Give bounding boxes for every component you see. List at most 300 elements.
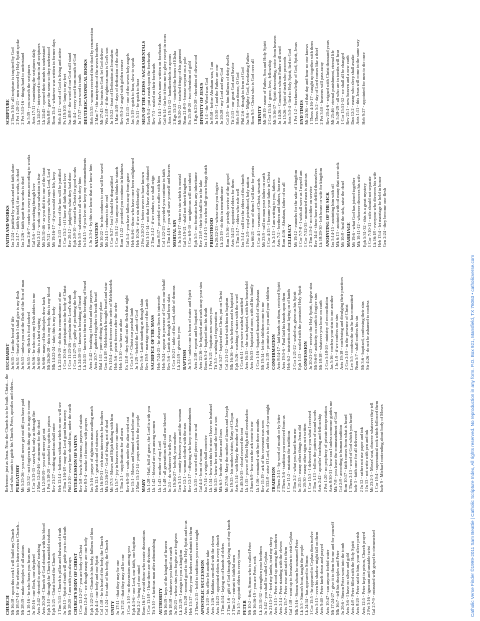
verse-line: Mt 3:6 - baptized, confessing their sins <box>359 301 365 370</box>
verse-line: Eph 4:4 - one body and one Spirit <box>93 555 99 615</box>
verse-line: Rom 15:4 - whatever was written in former days <box>51 39 57 125</box>
column-1 <box>4 496 466 615</box>
verse-line: Mt 9:6-8 - authority on earth to forgive sins <box>313 293 319 370</box>
verse-line: Heb 9:27 - appointed for men to die once <box>360 52 366 125</box>
verse-line: Mk 7:8 - you leave the commandment of God <box>332 411 338 493</box>
verse-line: Gal 4:4 - born of woman <box>197 448 203 493</box>
verse-line: 2 Thess 3:6 - tradition you received from us <box>281 415 287 493</box>
verse-line: Rev 7:3 - sealed on their foreheads <box>151 63 157 125</box>
verse-line: Rom 6:3-4 - baptized into his death <box>202 307 208 370</box>
verse-line: Mt 27:43 - he trusts in God; let God deliver <box>98 48 104 125</box>
verse-line: 1 Thess 4:16-17 - caught up together with them <box>309 41 315 125</box>
verse-line: 1 Cor 6:11 - you were washed, sanctified <box>239 297 245 370</box>
verse-line: Ezek 9:4 - put a mark upon the foreheads <box>146 52 152 125</box>
verse-line: Mt 27:56 - Mary the mother of James and Joseph <box>223 405 229 493</box>
verse-line: Heb 1:8 - your throne, O God <box>234 72 240 125</box>
verse-line: 2 Cor 2:10 - in the presence of Christ <box>344 304 350 370</box>
verse-line: Tit 1:5 - appoint elders in every town <box>235 549 241 615</box>
verse-line: Ex 25:18-20 - two cherubim of gold <box>187 61 193 125</box>
verse-line: Jn 17:21 - that they may all be one <box>120 554 126 615</box>
verse-line: Heb 6:4-6 - those who have once been enlightened <box>129 158 135 248</box>
verse-line: Heb 4:12 - word of God is living and active <box>56 47 62 125</box>
verse-line: Mk 6:3 - brother of James and Joses <box>218 428 224 493</box>
verse-line: Isa 40:8 - the word of our God will stand <box>66 52 72 125</box>
verse-line: Heb 10:26 - if we sin deliberately <box>134 188 140 248</box>
verse-line: Rev 12:17 - offspring who keep commandments <box>187 407 193 493</box>
verse-line: Mt 10:8 - heal the sick, raise the dead <box>340 181 345 248</box>
verse-line: Jn 6:53 - unless you eat the flesh of the Son of man <box>20 279 26 370</box>
verse-line: 2 Pet 3:10 - heavens will pass away <box>319 62 325 125</box>
footer-copyright: Catholic Verse Finder ©1999-2011 Sam Beattie | Catholic Scripture Index, All rights reserved. No reproduction in any form. P.O. Box 921, Mansfield, TX 76063 • catholicverse.com <box>470 254 475 617</box>
verse-line: Mt 19:14 - let the children come to me <box>259 302 265 370</box>
verse-line: Phil 3:11-14 - not that I have already obtained <box>145 166 151 248</box>
verse-line: Acts 10:47 - can anyone forbid water <box>324 549 330 615</box>
verse-line: Acts 2:42 - devoted to apostles' teaching <box>35 543 41 615</box>
verse-line: 2 Kgs 13:21 - touched the bones of Elisha <box>172 50 177 125</box>
verse-line: Mt 5:25-26 - you will never get out till you have paid <box>20 398 26 493</box>
verse-line: Jn 6:66 - many of his disciples drew back <box>41 296 47 370</box>
section-heading: CHURCH <box>5 595 10 615</box>
verse-line: Lk 1:43 - mother of my Lord <box>156 441 162 493</box>
verse-line: Tob 12:15 - one of the seven holy angels <box>124 53 130 125</box>
section-heading: EUCHARIST <box>5 343 10 370</box>
verse-line: Acts 4:8 - Peter filled with the Holy Spirit <box>350 541 356 615</box>
verse-line: Jn 14:15 - if you love me keep my commandments <box>82 158 88 248</box>
verse-line: Lk 22:19 - do this in remembrance <box>219 186 225 248</box>
verse-line: 1 Jn 1:9 - if we confess our sins <box>333 314 339 370</box>
verse-line: Acts 5:3-4 - lied to Holy Spirit, lied to God <box>287 48 293 125</box>
verse-line: Jn 10:16 - one flock, one shepherd <box>30 554 36 615</box>
verse-line: Wis 2:18 - if the righteous man is God's son <box>103 47 109 125</box>
verse-line: Acts 14:23 - appointed elders for them <box>229 179 235 248</box>
verse-line: Mt 9:20-22 - touched fringe of his garment <box>177 49 183 125</box>
verse-line: 1 Cor 4:15 - I became your father in Christ <box>265 171 271 248</box>
verse-line: Lk 1:35 - power of Most High will overshadow <box>244 408 250 493</box>
verse-line: Heb 12:14 - holiness without which no one will see <box>56 402 62 493</box>
verse-line: Jn 17:17 - your word is truth <box>77 74 83 125</box>
verse-line: Acts 2:14 - Peter standing with the eleven <box>278 541 284 615</box>
verse-line: 1 Cor 11:2 - maintain the traditions <box>286 430 292 493</box>
verse-line: Acts 5:15 - even his shadow might fall on them <box>314 531 320 615</box>
verse-line: Lk 1:34 - how can this be since I have no husband <box>208 404 214 493</box>
verse-line: Gal 1:18 - went up to Jerusalem to visit Cephas <box>288 531 294 615</box>
verse-line: 1 Cor 11:23-26 - proclaim the Lord's death <box>66 294 72 370</box>
verse-line: Lk 24:27 - interpreted to them in all scriptures <box>35 43 41 125</box>
verse-line: Jas 5:14-15 - anointing him with oil <box>329 184 335 248</box>
verse-line: Jn 1:1 - the Word was God <box>203 77 209 125</box>
verse-line: Jn 1:29 - behold the Lamb of God <box>133 310 139 370</box>
verse-line: Mt 18:18 - whatever you bind on earth <box>167 547 173 615</box>
verse-line: Heb 9:24 - appear in presence of God on our behalf <box>160 279 166 370</box>
verse-line: Mt 24:36 - of that day and hour no one knows <box>303 43 309 125</box>
verse-line: Tit 3:5 - washing of regeneration <box>213 312 219 370</box>
section-heading: TRADITION <box>270 467 276 493</box>
section-heading: CHURCH'S BODY OF CHRIST <box>73 553 79 615</box>
verse-line: Jude 3 - faith once for all delivered <box>353 430 359 493</box>
column-4 <box>4 129 466 248</box>
verse-line: 2 Pet 2:20-21 - better never to have known <box>140 172 146 248</box>
verse-line: 1 Cor 6:9-10 - unrighteous will not inherit <box>187 173 193 248</box>
section-heading: MARRIAGE <box>346 222 352 248</box>
verse-line: Jn 16:13 - Spirit of truth will guide you to all truth <box>61 526 67 615</box>
verse-line: 1 Tim 5:17 - elders who rule well <box>234 188 240 248</box>
verse-line: Jn 5:28-29 - all who are in tombs will hear <box>334 49 340 125</box>
verse-line: Mk 10:11-12 - whoever divorces his wife <box>356 174 362 248</box>
section-heading: END TIMES <box>298 100 304 125</box>
column-5 <box>4 6 466 125</box>
verse-line: Jn 17:11 - that they may be one <box>115 559 121 615</box>
verse-line: Acts 1:26 - Matthias enrolled with the eleven <box>210 535 216 615</box>
section-heading: APOSTOLIC SUCCESSION <box>199 560 205 615</box>
verse-line: Num 5:7 - shall confess his sin <box>354 315 360 370</box>
verse-line: Ps 110:4 - priest forever after order of Melchizedek <box>108 279 114 370</box>
verse-line: Jn 20:21-23 - receive the Holy Spirit, forgive sins <box>308 282 314 370</box>
verse-line: Mt 12:32 - not forgiven in this age or in age to come <box>25 400 31 493</box>
verse-line: 1 Pet 3:18-20 - preached to spirits in prison <box>46 416 52 493</box>
verse-line: Acts 14:23 - appointed elders in every church <box>215 534 221 615</box>
verse-line: Acts 9:40 - Peter knelt down and prayed <box>319 544 325 615</box>
verse-line: Mt 17:24-27 - give it to them for me and for yourself <box>329 521 335 615</box>
verse-line: Acts 20:28 - Church of God obtained with his blood <box>41 523 47 615</box>
verse-line: Heb 12:1 - great cloud of witnesses <box>93 430 99 493</box>
verse-line: Sir 5:11 - be quick to hear <box>134 78 140 125</box>
verse-line: Rom 2:6-7 - render to every man according to works <box>25 154 31 248</box>
verse-line: Acts 8:30-31 - how can I unless someone guides me <box>327 400 333 493</box>
verse-line: Gal 5:6 - faith working through love <box>30 183 36 248</box>
verse-line: Heb 7:24-25 - he always lives to intercede <box>155 295 161 370</box>
verse-line: 1 Jn 5:16-17 - there is sin which is mortal <box>177 174 183 248</box>
verse-line: 1 Tim 4:14 - laying on of hands of elders <box>220 543 226 615</box>
verse-line: Jas 1:19 - quick to hear, slow to speak <box>129 57 135 125</box>
verse-line: 1 Tim 2:1 - supplications for all men <box>119 428 125 493</box>
verse-line: Acts 1:20 - his office let another take <box>204 549 210 615</box>
verse-line: Mt 25:31-46 - as you did it to one of the least <box>41 167 47 248</box>
verse-line: Mt 23:2-3 - Moses' seat, observe whatever they tell <box>368 402 374 493</box>
verse-line: Jer 15:1 - Moses and Samuel stood before me <box>129 412 135 493</box>
verse-line: Acts 8:20 - Peter said to him, your silver perish <box>355 531 361 615</box>
verse-line: Mk 3:16 - Simon whom he surnamed Peter <box>293 539 299 615</box>
verse-line: Mt 16:19 - keys of the kingdom of heaven <box>162 540 168 615</box>
verse-line: Lk 1:48 - all generations will call me blessed <box>161 413 167 493</box>
verse-line: Gen 2:24 - they become one flesh <box>382 187 388 248</box>
verse-line: 1 Cor 10:16 - participation in the body of Christ <box>61 285 67 370</box>
section-heading: FAITH AND WORKS <box>5 205 10 248</box>
verse-line: Jn 6:55 - my flesh is food indeed <box>25 312 31 370</box>
verse-line: Eph 5:26 - washing of water with the word <box>233 294 239 370</box>
verse-line: Lk 1:28 - Hail, full of grace, the Lord is with you <box>146 405 152 493</box>
verse-line: Jn 21:15-17 - feed my lambs, tend my sheep <box>267 537 273 615</box>
verse-line: Jas 5:16 - confess your sins to one another <box>328 295 334 370</box>
verse-line: 2 Thess 2:15 - hold to traditions you were taught <box>193 529 199 615</box>
section-heading: PURGATORY <box>15 464 21 493</box>
verse-line: 1 Mac 4:59 - days of dedication of the altar <box>114 48 120 125</box>
verse-line: Lk 24:35 - known to them in the breaking of bread <box>82 280 88 370</box>
verse-line: Lk 2:35 - a sword will pierce your soul <box>192 423 198 493</box>
section-heading: PETER <box>242 600 248 615</box>
verse-line: Acts 2:42 - apostles' teaching and fellowship <box>317 413 323 493</box>
verse-line: Acts 12:5 - Peter kept in prison, Church prayed <box>360 531 366 615</box>
verse-line: Rom 2:13 - doers of the law will be justified <box>56 169 62 248</box>
verse-line: Jas 2:26 - faith apart from works is dead <box>20 176 26 248</box>
verse-line: 1 Cor 7:7-8 - I wish all were as I myself am <box>297 170 303 248</box>
verse-line: Eph 2:8-10 - created in Christ for good works <box>72 166 78 248</box>
verse-line: 1 Jn 2:3-4 - by this we know that we know him <box>87 164 93 248</box>
verse-line: Rom 4:16 - Abraham, father of us all <box>281 182 287 248</box>
verse-line: Jn 15:26 - Spirit of truth who proceeds <box>282 56 288 125</box>
verse-line: Lk 18:29-30 - left house or wife for kingdom <box>318 167 324 248</box>
verse-line: Jn 19:26-27 - behold, your mother <box>172 432 177 493</box>
verse-line: Lk 24:45 - opened their minds to understand <box>41 46 47 125</box>
verse-line: 2 Pet 3:16 - ignorant and unstable twist <box>365 546 371 615</box>
section-heading: BAPTISM <box>182 349 188 370</box>
verse-line: Heb 13:4 - let marriage be held in honor <box>377 176 383 248</box>
verse-line: Acts 17:11 - examining the scriptures daily <box>30 48 36 125</box>
verse-line: 2 Mac 12:42-46 - atonement for the dead <box>35 420 41 493</box>
verse-line: Eph 3:10 - through the Church manifold wisdom <box>46 529 52 615</box>
verse-line: Lk 5:3 - Simon's boat, taught the people <box>298 544 304 615</box>
verse-line: 1 Cor 10:21 - table of the Lord, table of demons <box>171 285 176 370</box>
verse-line: Jn 6:35 - I am the bread of life <box>10 316 16 370</box>
verse-line: 1 Kgs 6:23-28 - cherubim of olivewood <box>192 54 198 125</box>
verse-line: Lk 1:42 - blessed are you among women <box>151 420 157 493</box>
verse-line: Eph 5:5 - no fornicator has any inheritance <box>192 171 198 248</box>
verse-line: 1 Pet 1:2 - foreknowledge of God, Spirit, Jesus <box>292 42 298 125</box>
verse-line: 1 Pet 2:9 - royal priesthood, holy nation <box>245 177 251 248</box>
verse-line: Col 1:18 - he is head of the body, the Church <box>98 536 104 615</box>
section-heading: SIGN OF THE CROSS / SACRAMENTALS <box>141 40 147 125</box>
verse-line: Ps 132:8 - arise O Lord, and the ark of your might <box>264 404 270 493</box>
verse-line: 2 Tim 2:2 - entrust to faithful men <box>230 555 236 615</box>
verse-line: Mt 28:19 - name of Father, Son and Holy Spirit <box>261 41 267 125</box>
verse-line: Acts 22:16 - be baptized and wash away your sins <box>197 281 203 370</box>
verse-line: Phil 2:6 - though in form of God <box>240 67 246 125</box>
verse-line: 2 Mac 15:12-14 - prays much for the people <box>134 414 140 493</box>
verse-columns <box>4 6 466 615</box>
verse-line: Heb 6:2 - instruction about laying on of hands <box>286 288 292 370</box>
section-heading: CELIBACY <box>287 224 293 248</box>
verse-line: Heb 13:10 - we have an altar <box>118 319 124 370</box>
verse-line: Eph 1:22-23 - Church is his body, fullness of him <box>88 528 94 615</box>
verse-line: Acts 3:6 - I have no silver and gold <box>345 553 351 615</box>
verse-line: 2 Tim 3:16 - all scripture is inspired by God <box>10 47 16 125</box>
verse-line: 1 Tim 4:16 - you will save yourself and hearers <box>165 164 171 248</box>
verse-line: 2 Cor 5:18-20 - ministry of reconciliation <box>323 296 329 370</box>
verse-line: Col 2:11-12 - buried with him in baptism <box>223 297 229 370</box>
verse-line: Lk 16:18 - everyone who divorces his wife <box>371 171 377 248</box>
section-heading: MARY <box>141 478 147 493</box>
verse-line: 2 Tim 2:3-4 - no soldier on service <box>308 186 314 248</box>
verse-line: Lk 22:19 - given for you <box>176 326 182 370</box>
verse-line: Mk 16:16 - he who believes and is baptized <box>228 293 234 370</box>
section-heading: SALVATION <box>93 222 99 248</box>
verse-line: Jas 2:24 - justified by works and not faith alone <box>10 163 16 248</box>
verse-line: Ps 119:105 - lamp to my feet <box>61 73 67 125</box>
verse-line: Jn 2:5 - do whatever he tells you <box>166 435 172 493</box>
verse-line: Sir 4:26 - do not be ashamed to confess <box>364 300 370 370</box>
verse-line: 1 Cor 7:32-35 - unmarried man is anxious <box>302 173 308 248</box>
verse-line: Mt 7:21 - not everyone who says Lord, Lord <box>46 169 52 248</box>
verse-line: 2 Tim 1:16-18 - may the Lord grant him mercy <box>61 409 67 493</box>
verse-line: Tit 2:13 - our great God and Savior <box>229 62 235 125</box>
verse-line: Rev 6:9-10 - souls under the altar cried out <box>124 417 130 493</box>
verse-line: Heb 5:9 - salvation to all who obey him <box>77 177 83 248</box>
verse-line: Jn 5:39 - you search the scriptures <box>25 64 31 125</box>
verse-line: Mt 25:46 - eternal punishment, eternal life <box>329 50 335 125</box>
verse-line: Rev 5:6 - Lamb standing as though slain <box>139 298 145 370</box>
verse-line: Gen 3:15 - enmity between you and the woman <box>177 409 183 493</box>
verse-line: 1 Cor 11:18 - I hear there are divisions <box>146 547 152 615</box>
verse-line: Mk 6:13 - anointed with oil many that were sick <box>334 162 340 248</box>
verse-line: Rom 16:17 - avoid those who create dissensions <box>141 530 147 615</box>
verse-line: Jn 6:56 - he who eats my flesh abides in me <box>30 292 36 370</box>
verse-line: Rev 14:4 - these have not defiled themselves <box>313 168 319 248</box>
verse-line: Acts 15:7 - Peter rose and said to them <box>283 546 289 615</box>
verse-line: 2 Tim 1:6 - gift of God through laying on of my hands <box>225 519 231 615</box>
verse-line: Mk 12:26-27 - God of living, not of dead <box>103 420 109 493</box>
verse-line: Acts 1:15 - Peter stood up among the brethren <box>272 534 278 615</box>
verse-line: Mt 4:4 - every word from mouth of God <box>72 53 78 125</box>
verse-line: Rom 10:17 - faith comes from what is heard <box>343 414 349 493</box>
verse-line: Acts 1:14 - with Mary the mother of Jesus <box>233 418 239 493</box>
verse-line: Jn 21:25 - many other things Jesus did <box>296 424 302 493</box>
section-heading: UNITY <box>110 600 116 615</box>
verse-line: Mt 18:18 - whatever you loose on earth <box>318 300 324 370</box>
verse-line: Rev 21:27 - nothing unclean shall enter <box>51 423 57 493</box>
verse-line: Mt 23:9 - call no man your father on earth <box>260 173 266 248</box>
verse-line: Acts 7:2 - brethren and fathers, hear me <box>276 177 282 248</box>
verse-line: Rom 9:5 - Christ who is God over all <box>250 59 256 125</box>
section-heading: DIVINITY OF JESUS <box>198 82 204 125</box>
verse-line: 1 Thess 5:2 - day of Lord comes like a thief <box>314 47 320 125</box>
verse-line: 1 Cor 1:16 - baptized household of Stephanas <box>254 289 260 370</box>
verse-line: Gal 6:14 - far be it from me to glory except in cross <box>161 33 167 125</box>
verse-line: 1 Cor 12:12-27 - you are body of Christ <box>78 545 84 615</box>
verse-line: Jn 20:23 - whose sins you forgive are forgiven <box>173 533 178 615</box>
verse-line: Lk 24:30-31 - known in breaking of bread <box>77 295 83 370</box>
verse-line: Rev 11:19 - ark of his covenant was seen <box>259 420 265 493</box>
verse-line: Rev 14:1 - Father's name written on foreheads <box>156 43 162 125</box>
verse-line: 2 Mac 7 - the martyrdom of the seven brothers <box>93 42 99 125</box>
verse-line: Mt 10:2 - first, Simon who is called Peter <box>247 542 253 615</box>
verse-line: Acts 19:11-12 - handkerchiefs or aprons <box>166 53 172 125</box>
verse-line: Acts 19:18 - confessing and divulging their practices <box>339 277 344 370</box>
verse-line: Mt 26:26-28 - this is my body, this is my blood <box>46 287 52 370</box>
verse-line: Mt 19:16-17 - if you would enter life, keep <box>51 171 57 248</box>
section-heading: MORTAL SIN <box>172 219 177 248</box>
verse-line: Rom 15:16 - priestly service of the gospel <box>224 173 230 248</box>
verse-line: 1 Cor 1:10 - no dissensions among you <box>125 546 131 615</box>
verse-line: 1 Pet 3:21 - baptism now saves you <box>208 307 214 370</box>
verse-line: Acts 2:42 - breaking of bread and the prayers <box>87 290 93 370</box>
verse-line: Eph 5:31-32 - this is a great mystery <box>361 183 367 248</box>
verse-line: 1 Cor 3:13-15 - saved, but only as through fire <box>30 410 36 493</box>
verse-line: Jas 2:17 - faith by itself, if no works, is dead <box>15 169 21 248</box>
verse-line: Rom 12:4-5 - we though many are one body <box>83 537 89 615</box>
verse-line: Phil 2:10 - every knee should bow, under the earth <box>66 403 72 493</box>
verse-line: Rev 20:12 - judged by what they had done <box>66 172 72 248</box>
verse-line: Acts 2:39 - promise is to you and your children <box>264 286 270 370</box>
verse-line: 1 Cor 15:3 - I delivered to you what I received <box>307 410 313 493</box>
section-heading: CONFESSION <box>302 341 308 370</box>
verse-line: Eph 4:3-6 - one Lord, one faith, one baptism <box>130 536 136 615</box>
verse-line: Isa 7:14 - a virgin shall conceive <box>202 435 208 493</box>
verse-line: 1 Cor 5:7 - Christ our paschal lamb <box>128 307 134 370</box>
verse-line: Num 21:8-9 - bronze serpent on a pole <box>182 56 188 125</box>
verse-line: 1 Tim 3:15 - Church is pillar and bulwark of truth <box>56 527 62 615</box>
verse-line: Phil 2:2 - being of one mind <box>135 565 141 615</box>
verse-line: Acts 8:14-17 - laid hands on them, received Spirit <box>276 282 282 370</box>
verse-line: 2 Sam 6:9 - how can the ark come to me <box>249 421 255 493</box>
verse-line: Heb 13:17 - obey your leaders and submit to them <box>188 526 194 615</box>
verse-line: Rev 5:6 - Lamb as though it had been slain <box>165 294 171 370</box>
verse-line: 1 Cor 15:5 - he appeared to Cephas then twelve <box>309 531 315 615</box>
verse-line: 3 Jn 13 - not write with pen and ink <box>363 429 369 493</box>
verse-line: Col 2:8 - according to human tradition <box>338 424 343 493</box>
column-3 <box>4 251 466 370</box>
verse-line: Jude 9 - Michael contending about body of Moses <box>379 404 385 493</box>
verse-line: 2 Pet 1:20-21 - men moved by Holy Spirit spoke <box>15 39 21 125</box>
verse-line: Rev 21:1 - new heaven and a new earth <box>345 55 351 125</box>
verse-line: 2 Tim 1:13 - follow the pattern of sound words <box>312 410 318 493</box>
verse-line: Isa 66:21 - some of them I will take for priests <box>250 165 256 248</box>
section-heading: TRINITY <box>256 105 262 125</box>
verse-line: Rev 8:3-4 - angel with golden censer <box>119 59 125 125</box>
verse-line: Jn 20:22-23 - whose sins you forgive <box>214 182 220 248</box>
verse-line: Rev 21:8 - their lot shall be in the lake <box>197 179 203 248</box>
verse-line: Rev 8:3-4 - smoke of incense with prayers <box>83 417 89 493</box>
verse-line: Ex 40:34-35 - cloud covered the tent <box>239 428 245 493</box>
verse-line: Eph 5:25 - Christ loved the Church <box>51 553 57 615</box>
verse-line: Acts 16:33 - baptized at once, with all his family <box>249 284 255 370</box>
verse-line: 2 Thess 2:15 - by word of mouth or by letter <box>276 414 282 493</box>
verse-line: Lk 22:29 - I assign to you a kingdom <box>178 549 184 615</box>
verse-line: Col 2:9 - in him fullness of deity dwells <box>224 54 230 125</box>
verse-line: Lk 12:58-59 - you will never get out <box>41 428 47 493</box>
verse-line: Acts 2:38 - repent and be baptized <box>192 309 198 370</box>
verse-line: Mt 16:18 - upon this rock I will build my Church <box>10 528 16 615</box>
section-heading: SCRIPTURE <box>5 99 10 125</box>
verse-line: Mt 10:22 - he who endures to end will be saved <box>98 163 104 248</box>
verse-line: Acts 20:7 - gathered together to break bread <box>92 292 98 370</box>
verse-line: Acts 16:15 - she was baptized, with her household <box>244 281 250 370</box>
verse-line: 2 Pet 3:15-16 - things hard to understand <box>20 52 26 125</box>
verse-line: 2 Cor 1:21-22 - sealed us, given us his Spirit <box>291 291 297 370</box>
verse-line: Gal 2:7-9 - entrusted with gospel to circumcised <box>370 530 376 615</box>
verse-line: Mt 28:19 - make disciples of all nations <box>20 545 26 615</box>
section-heading: CONFIRMATION <box>270 334 276 370</box>
verse-line: Mt 16:16-19 - you are Peter, rock <box>252 556 258 615</box>
verse-line: Mt 24:13 - endures to the end <box>103 195 109 248</box>
verse-line: Mt 19:6 - what God has joined together <box>351 177 357 248</box>
paragraph: Reference: just as Jesus. Now the Church is to be built. Christ... the Lord who wants to guide his Church. Peter, apostles and elders... <box>4 373 15 493</box>
section-heading: PRIESTHOOD <box>209 217 215 248</box>
verse-line: Jn 19:25 - his mother's sister, Mary of Clopas <box>228 412 234 493</box>
verse-line: Jn 10:22 - feast of Dedication at Jerusalem <box>109 49 115 125</box>
verse-line: 1 Cor 4:1 - servants of Christ, stewards <box>255 178 261 248</box>
verse-line: Mk 14:22-24 - take; this is my body <box>51 306 57 370</box>
section-heading: ANOINTING OF THE SICK <box>324 192 330 248</box>
verse-line: Rev 5:8 - bowls of incense, prayers of saints <box>78 414 84 493</box>
verse-line: Col 1:24 - for sake of his body, the Church <box>103 539 109 615</box>
verse-line: Mt 1:25 - knew her not until she bore a son <box>213 416 219 493</box>
verse-line: Gen 14:18 - Melchizedek brought bread and wine <box>102 282 108 370</box>
verse-line: Acts 1:11 - this Jesus will come in the same way <box>355 39 361 125</box>
verse-line: Lk 16:19-31 - rich man intercedes for brothers <box>98 410 104 493</box>
verse-line: 2 Tim 2:2 - what you heard from me <box>291 428 297 493</box>
verse-line: Eph 1:13 - sealed with the promised Holy Spirit <box>296 285 302 370</box>
verse-line: Jn 1:42 - you shall be called Cephas <box>262 551 268 615</box>
verse-line: Acts 19:5-6 - Paul laid his hands upon them <box>281 292 287 370</box>
